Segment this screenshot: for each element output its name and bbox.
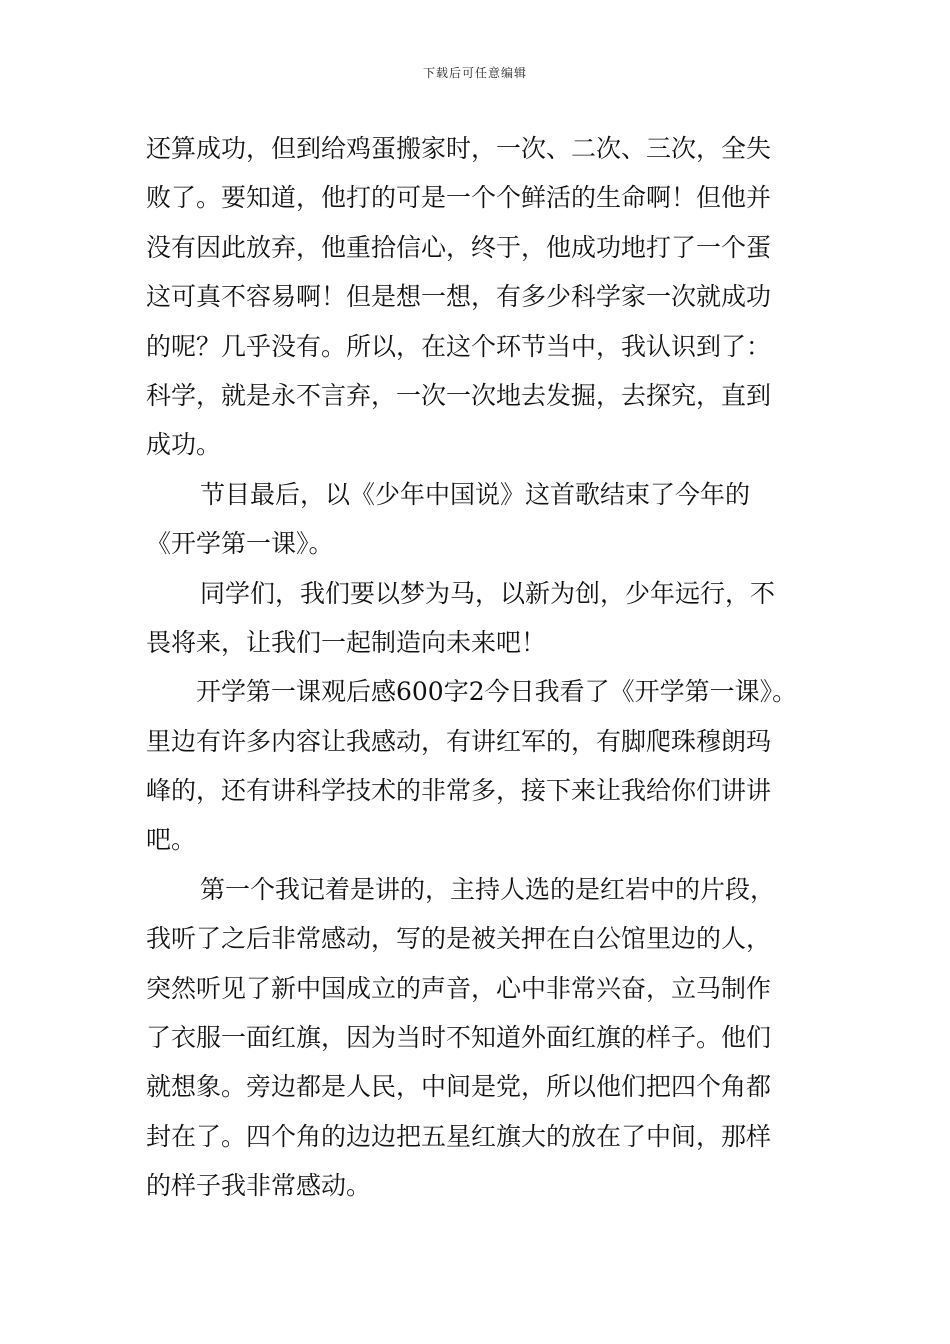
text-line: 的呢？几乎没有。所以，在这个环节当中，我认识到了： [146, 331, 772, 361]
text-line: 《开学第一课》。 [146, 529, 334, 559]
text-line: 我听了之后非常感动，写的是被关押在白公馆里边的人， [146, 924, 772, 954]
text-line: 这可真不容易啊！但是想一想，有多少科学家一次就成功 [146, 282, 772, 312]
text-line: 科学，就是永不言弃，一次一次地去发掘，去探究，直到 [146, 380, 772, 410]
section-heading-line: 开学第一课观后感600字2今日我看了《开学第一课》。 [196, 677, 798, 707]
text-line: 封在了。四个角的边边把五星红旗大的放在了中间，那样 [146, 1121, 772, 1151]
paragraph-start-line: 第一个我记着是讲的，主持人选的是红岩中的片段， [200, 874, 776, 904]
text-line: 畏将来，让我们一起制造向未来吧！ [146, 627, 547, 657]
paragraph-start-line: 节目最后，以《少年中国说》这首歌结束了今年的 [200, 479, 751, 509]
article-body [146, 124, 806, 1211]
text-line: 还算成功，但到给鸡蛋搬家时，一次、二次、三次，全失 [146, 134, 772, 163]
text-line: 峰的，还有讲科学技术的非常多，接下来让我给你们讲讲 [146, 776, 772, 806]
text-line: 吧。 [146, 825, 197, 855]
text-line: 里边有许多内容让我感动，有讲红军的，有脚爬珠穆朗玛 [146, 726, 772, 756]
text-line: 的样子我非常感动。 [146, 1171, 372, 1201]
text-line: 败了。要知道，他打的可是一个个鲜活的生命啊！但他并 [146, 183, 772, 213]
page-header-note: 下载后可任意编辑 [422, 66, 527, 80]
text-line: 成功。 [146, 430, 222, 460]
paragraph-start-line: 同学们，我们要以梦为马，以新为创，少年远行，不 [200, 578, 776, 608]
text-line: 就想象。旁边都是人民，中间是党，所以他们把四个角都 [146, 1072, 772, 1102]
text-line: 了衣服一面红旗，因为当时不知道外面红旗的样子。他们 [146, 1023, 772, 1053]
text-line: 突然听见了新中国成立的声音，心中非常兴奋，立马制作 [146, 973, 772, 1003]
text-line: 没有因此放弃，他重拾信心，终于，他成功地打了一个蛋 [146, 232, 772, 262]
